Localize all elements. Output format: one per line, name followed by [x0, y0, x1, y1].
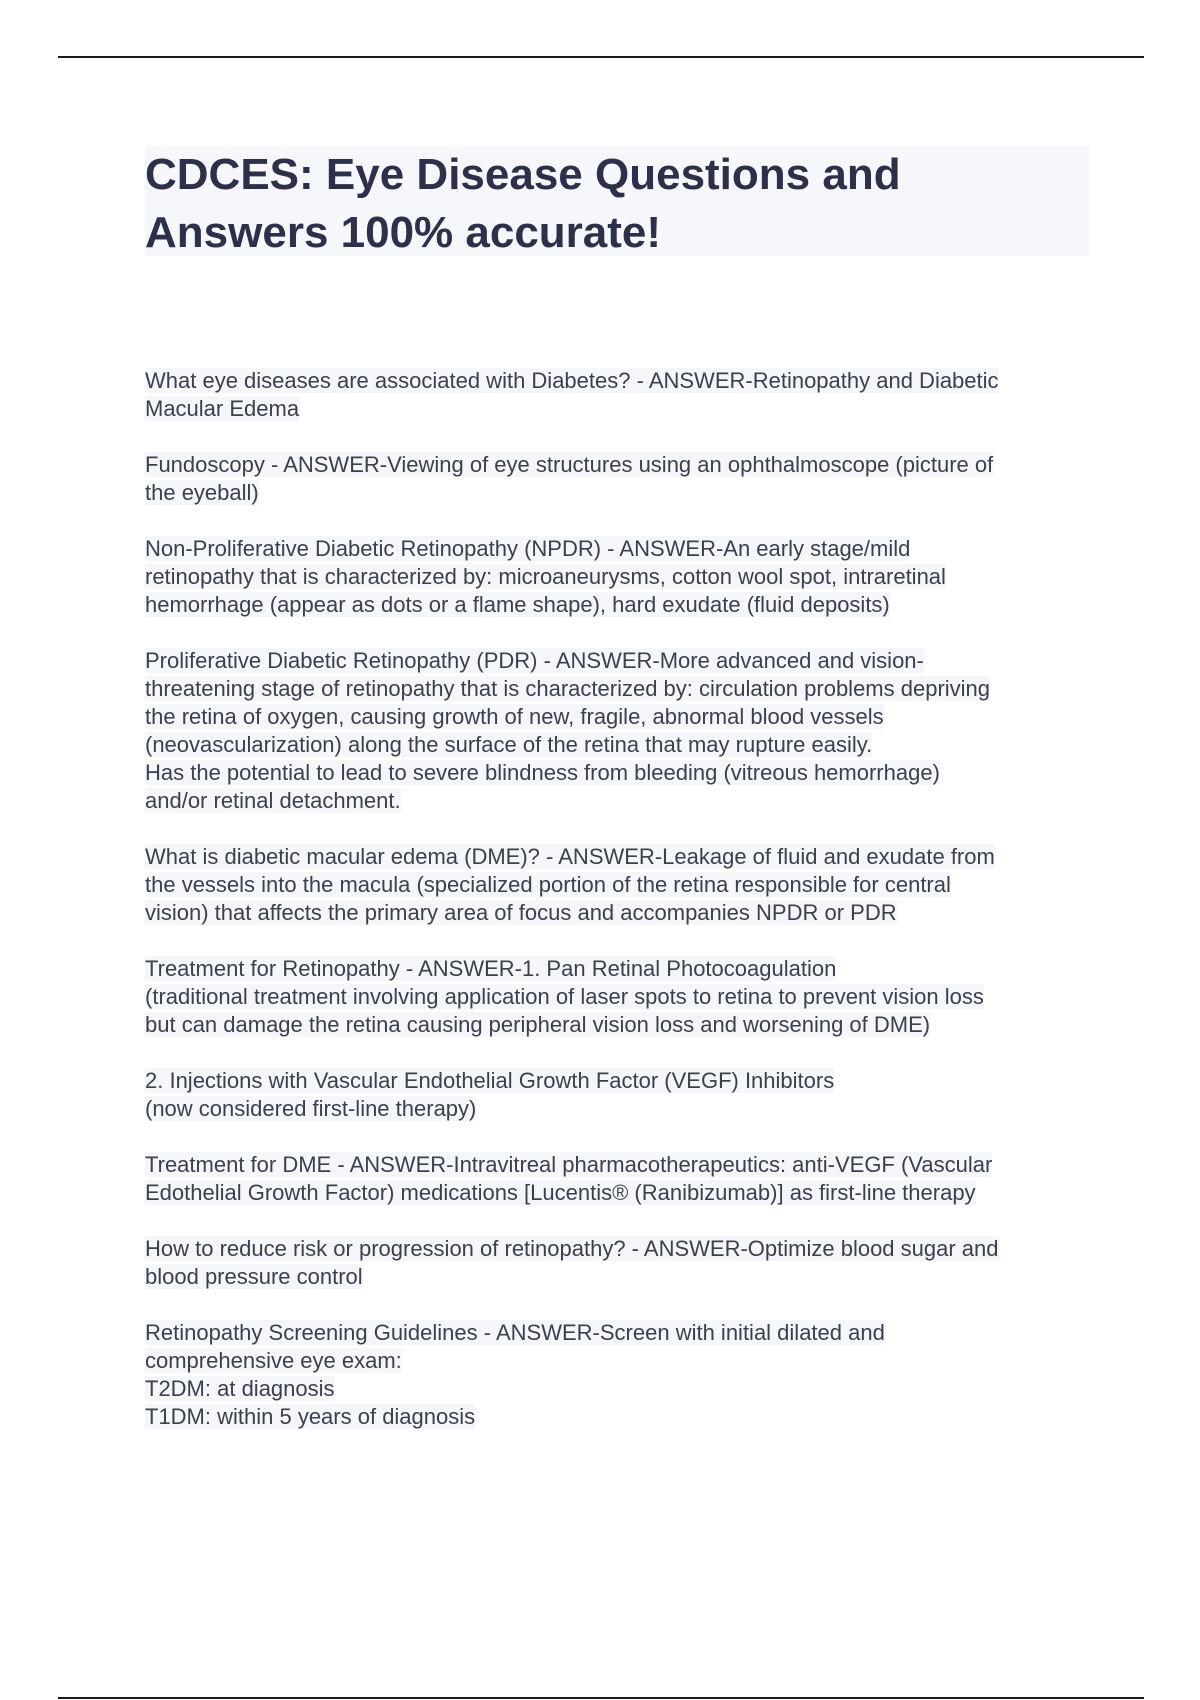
qa-entry-screening-guidelines — [145, 1319, 1095, 1431]
bottom-rule — [58, 1697, 1144, 1699]
qa-line — [145, 955, 1095, 983]
qa-entry-dme-treatment — [145, 1151, 1095, 1207]
qa-entry-npdr — [145, 535, 1095, 619]
qa-line — [145, 367, 1095, 395]
qa-line — [145, 591, 1095, 619]
qa-line-text: How to reduce risk or progression of retinopathy? - ANSWER-Optimize blood sugar and — [145, 1236, 999, 1261]
qa-line-text: T2DM: at diagnosis — [145, 1376, 335, 1401]
qa-line — [145, 983, 1095, 1011]
qa-line-text: Has the potential to lead to severe blindness from bleeding (vitreous hemorrhage) — [145, 760, 940, 785]
qa-line-text: threatening stage of retinopathy that is characterized by: circulation problems depriving — [145, 676, 991, 701]
qa-line-text: Treatment for DME - ANSWER-Intravitreal pharmacotherapeutics: anti-VEGF (Vascular — [145, 1152, 993, 1177]
qa-entry-retinopathy-treatment — [145, 955, 1095, 1039]
qa-line-text: the vessels into the macula (specialized portion of the retina responsible for central — [145, 872, 951, 897]
qa-line — [145, 647, 1095, 675]
qa-line — [145, 1095, 1095, 1123]
qa-line — [145, 787, 1095, 815]
title-line: Answers 100% accurate! — [145, 208, 662, 257]
qa-entry-vegf-injections — [145, 1067, 1095, 1123]
qa-line-text: 2. Injections with Vascular Endothelial Growth Factor (VEGF) Inhibitors — [145, 1068, 835, 1093]
qa-line-text: the retina of oxygen, causing growth of new, fragile, abnormal blood vessels — [145, 704, 884, 729]
qa-line — [145, 759, 1095, 787]
qa-line — [145, 1011, 1095, 1039]
qa-line — [145, 899, 1095, 927]
qa-line — [145, 843, 1095, 871]
qa-line — [145, 1067, 1095, 1095]
qa-line — [145, 1151, 1095, 1179]
qa-line-text: hemorrhage (appear as dots or a flame shape), hard exudate (fluid deposits) — [145, 592, 890, 617]
qa-entry-fundoscopy — [145, 451, 1095, 507]
qa-line-text: Proliferative Diabetic Retinopathy (PDR) - ANSWER-More advanced and vision- — [145, 648, 924, 673]
qa-entry-diabetes-eye-diseases — [145, 367, 1095, 423]
qa-line-text: vision) that affects the primary area of focus and accompanies NPDR or PDR — [145, 900, 897, 925]
qa-line — [145, 451, 1095, 479]
qa-entry-reduce-risk — [145, 1235, 1095, 1291]
qa-line-text: Treatment for Retinopathy - ANSWER-1. Pan Retinal Photocoagulation — [145, 956, 837, 981]
qa-line-text: What eye diseases are associated with Diabetes? - ANSWER-Retinopathy and Diabetic — [145, 368, 999, 393]
qa-line-text: T1DM: within 5 years of diagnosis — [145, 1404, 476, 1429]
qa-line-text: Fundoscopy - ANSWER-Viewing of eye structures using an ophthalmoscope (picture of — [145, 452, 994, 477]
qa-line — [145, 1235, 1095, 1263]
qa-entry-pdr — [145, 647, 1095, 815]
qa-line — [145, 675, 1095, 703]
qa-list — [145, 367, 1095, 1459]
qa-line-text: retinopathy that is characterized by: microaneurysms, cotton wool spot, intraretinal — [145, 564, 946, 589]
qa-line-text: comprehensive eye exam: — [145, 1348, 402, 1373]
qa-line — [145, 1179, 1095, 1207]
qa-line-text: (traditional treatment involving application of laser spots to retina to prevent vision loss — [145, 984, 984, 1009]
qa-line — [145, 563, 1095, 591]
qa-line-text: blood pressure control — [145, 1264, 363, 1289]
qa-line-text: Retinopathy Screening Guidelines - ANSWER-Screen with initial dilated and — [145, 1320, 885, 1345]
title-block — [145, 146, 1089, 256]
qa-line — [145, 1263, 1095, 1291]
qa-line-text: Edothelial Growth Factor) medications [Lucentis® (Ranibizumab)] as first-line therapy — [145, 1180, 976, 1205]
qa-line — [145, 1403, 1095, 1431]
title-line: CDCES: Eye Disease Questions and — [145, 150, 901, 199]
qa-line-text: Non-Proliferative Diabetic Retinopathy (NPDR) - ANSWER-An early stage/mild — [145, 536, 911, 561]
qa-line-text: but can damage the retina causing peripheral vision loss and worsening of DME) — [145, 1012, 931, 1037]
qa-line-text: and/or retinal detachment. — [145, 788, 401, 813]
qa-line-text: the eyeball) — [145, 480, 259, 505]
qa-line — [145, 1319, 1095, 1347]
qa-line — [145, 1347, 1095, 1375]
document-title — [145, 146, 1089, 262]
qa-line — [145, 871, 1095, 899]
qa-line — [145, 535, 1095, 563]
top-rule — [58, 56, 1144, 58]
qa-line — [145, 731, 1095, 759]
qa-line-text: (neovascularization) along the surface of the retina that may rupture easily. — [145, 732, 873, 757]
qa-line-text: What is diabetic macular edema (DME)? - ANSWER-Leakage of fluid and exudate from — [145, 844, 995, 869]
qa-line — [145, 395, 1095, 423]
qa-line — [145, 703, 1095, 731]
qa-line-text: Macular Edema — [145, 396, 300, 421]
qa-line — [145, 479, 1095, 507]
qa-line-text: (now considered first-line therapy) — [145, 1096, 477, 1121]
qa-entry-dme — [145, 843, 1095, 927]
qa-line — [145, 1375, 1095, 1403]
